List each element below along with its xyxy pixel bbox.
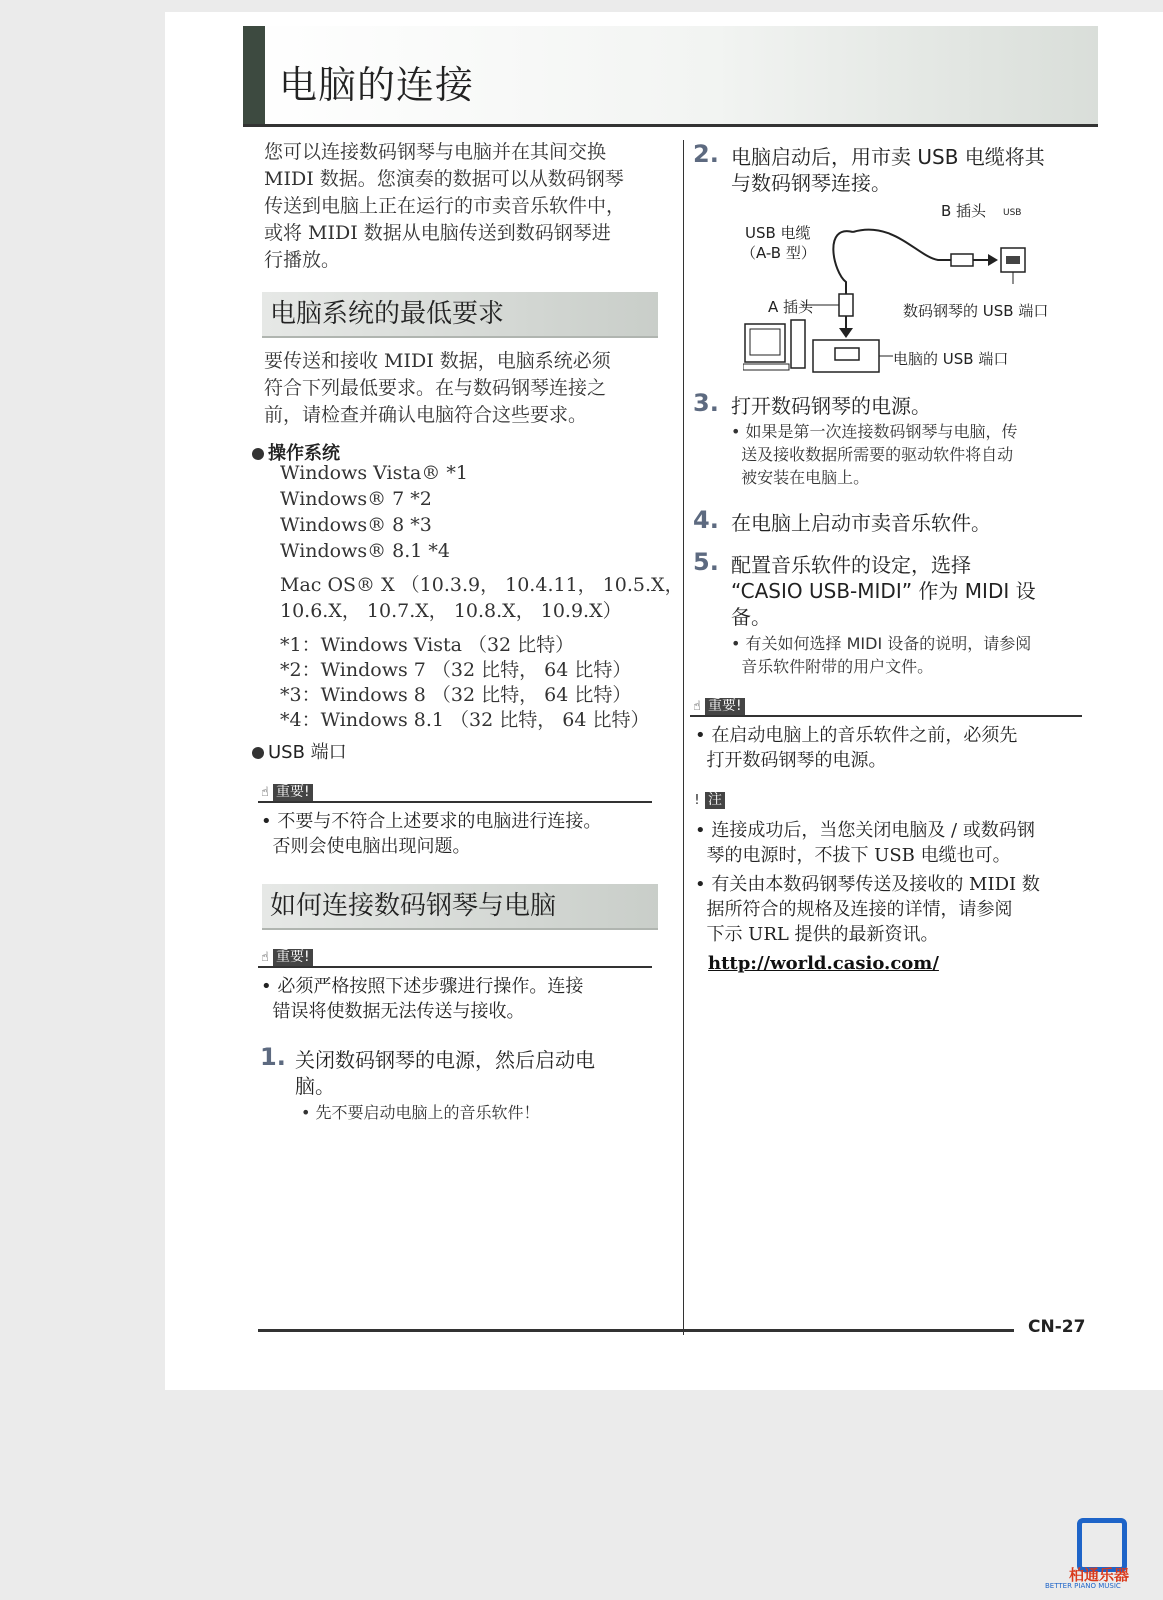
important-line: 否则会使电脑出现问题。 [261,836,471,857]
note-item [695,818,1115,868]
footnote: *3：Windows 8 （32 比特， 64 比特） [280,684,632,706]
logo-en-text: BETTER PIANO MUSIC [1045,1582,1121,1590]
piano-port-slot [1006,256,1020,264]
piano-usb-port-label: 数码钢琴的 USB 端口 [903,302,1049,320]
important-label: 重要! [705,698,745,715]
step-number: 2. [693,140,719,168]
page-title: 电脑的连接 [279,63,475,107]
important-rule [258,801,652,803]
pc-port-slot [835,348,859,360]
page-number: CN-27 [1028,1317,1086,1337]
step-text: 打开数码钢琴的电源。 [731,394,931,418]
important-rule [690,715,1082,717]
a-plug-shape [839,294,853,316]
step-line: 与数码钢琴连接。 [731,171,891,195]
note-line: 琴的电源时，不拔下 USB 电缆也可。 [695,845,1011,866]
step-note [731,420,1131,489]
intro-paragraph [264,139,684,274]
title-bar [243,26,1098,127]
bullet-dot-icon [252,747,264,759]
step-text [295,1047,675,1099]
step-note-line: • 如果是第一次连接数码钢琴与电脑，传 [731,422,1018,441]
cable-left [833,231,853,294]
b-plug-arrowhead [988,254,998,266]
usb-heading [252,738,347,764]
step-line: 配置音乐软件的设定，选择 [731,553,971,577]
important-line: 打开数码钢琴的电源。 [695,750,887,771]
step-note-line: • 有关如何选择 MIDI 设备的说明，请参阅 [731,634,1032,653]
os-item: 10.6.X， 10.7.X， 10.8.X， 10.9.X） [280,600,622,622]
step-number: 1. [260,1043,286,1071]
important-text [261,809,681,859]
casio-url-link[interactable]: http://world.casio.com/ [708,953,939,974]
keyboard-shape [743,364,789,370]
step-line: 电脑启动后，用市卖 USB 电缆将其 [731,145,1045,169]
monitor-screen [750,329,780,355]
usb-cable-label: USB 电缆 [745,224,811,242]
note-line: • 连接成功后，当您关闭电脑及 / 或数码钢 [695,820,1035,841]
important-line: • 必须严格按照下述步骤进行操作。连接 [261,976,584,997]
note-label: 注 [705,792,725,809]
requirements-line: 要传送和接收 MIDI 数据，电脑系统必须 [264,350,611,372]
step-text [731,552,1131,630]
section-heading-requirements: 电脑系统的最低要求 [262,292,658,338]
pointing-hand-icon: ☝ [261,950,269,965]
intro-line: 您可以连接数码钢琴与电脑并在其间交换 [264,141,607,163]
os-item: Windows® 8 *3 [280,514,432,536]
step-line: 备。 [731,605,771,629]
pc-usb-port-label: 电脑的 USB 端口 [893,350,1009,368]
requirements-paragraph [264,348,684,429]
footnote: *2：Windows 7 （32 比特， 64 比特） [280,659,632,681]
os-item: Mac OS® X （10.3.9， 10.4.11， 10.5.X， [280,574,684,596]
title-accent [243,26,265,127]
step-number: 4. [693,506,719,534]
requirements-line: 符合下列最低要求。在与数码钢琴连接之 [264,377,607,399]
b-plug-shape [951,254,973,266]
pointing-hand-icon: ☝ [693,699,701,714]
step-line: 脑。 [295,1074,335,1098]
os-item: Windows® 8.1 *4 [280,540,451,562]
important-label: 重要! [273,949,313,966]
title-rule [243,124,1098,127]
step-line: 关闭数码钢琴的电源，然后启动电 [295,1048,595,1072]
b-plug-label: B 插头 [941,202,987,220]
logo-cn-text: 柏通乐器 [1069,1566,1130,1584]
store-logo [1045,1518,1145,1590]
footnote: *1：Windows Vista （32 比特） [280,634,575,656]
cable-type-label: （A-B 型） [741,244,816,262]
step-text [731,144,1131,196]
manual-page [165,12,1163,1390]
tower-shape [791,320,805,368]
requirements-line: 前，请检查并确认电脑符合这些要求。 [264,404,588,426]
note-line: 下示 URL 提供的最新资讯。 [695,924,939,945]
important-text [261,974,681,1024]
cable-right [853,230,953,260]
intro-line: 行播放。 [264,249,341,271]
step-text: 在电脑上启动市卖音乐软件。 [731,511,991,535]
os-heading-label: 操作系统 [268,443,340,464]
column-divider [683,140,684,1335]
intro-line: 或将 MIDI 数据从电脑传送到数码钢琴进 [264,222,611,244]
usb-mark-label: USB [1003,208,1022,218]
bullet-dot-icon [252,448,264,460]
intro-line: MIDI 数据。您演奏的数据可以从数码钢琴 [264,168,624,190]
step-line: “CASIO USB-MIDI” 作为 MIDI 设 [731,579,1036,603]
step-note-line: 音乐软件附带的用户文件。 [731,657,934,676]
important-line: • 不要与不符合上述要求的电脑进行连接。 [261,811,602,832]
important-line: • 在启动电脑上的音乐软件之前，必须先 [695,725,1018,746]
step-note-line: 被安装在电脑上。 [731,468,870,487]
footnote: *4：Windows 8.1 （32 比特， 64 比特） [280,709,650,731]
usb-heading-label: USB 端口 [268,742,347,763]
important-text [695,723,1115,773]
step-note [731,632,1131,678]
note-icon: ! [694,793,700,808]
important-line: 错误将使数据无法传送与接收。 [261,1001,525,1022]
note-line: • 有关由本数码钢琴传送及接收的 MIDI 数 [695,874,1040,895]
note-line: 据所符合的规格及连接的详情，请参阅 [695,899,1013,920]
a-plug-arrowhead [839,328,853,338]
important-rule [258,966,652,968]
step-number: 3. [693,389,719,417]
footer-rule [258,1329,1014,1332]
a-plug-label: A 插头 [768,298,814,316]
step-note-line: 送及接收数据所需要的驱动软件将自动 [731,445,1014,464]
step-number: 5. [693,548,719,576]
note-item [695,872,1115,947]
os-item: Windows Vista® *1 [280,462,468,484]
important-label: 重要! [273,784,313,801]
intro-line: 传送到电脑上正在运行的市卖音乐软件中， [264,195,626,217]
step-note: • 先不要启动电脑上的音乐软件！ [301,1103,540,1122]
os-item: Windows® 7 *2 [280,488,432,510]
pointing-hand-icon: ☝ [261,785,269,800]
section-heading-how-to-connect: 如何连接数码钢琴与电脑 [262,884,658,930]
